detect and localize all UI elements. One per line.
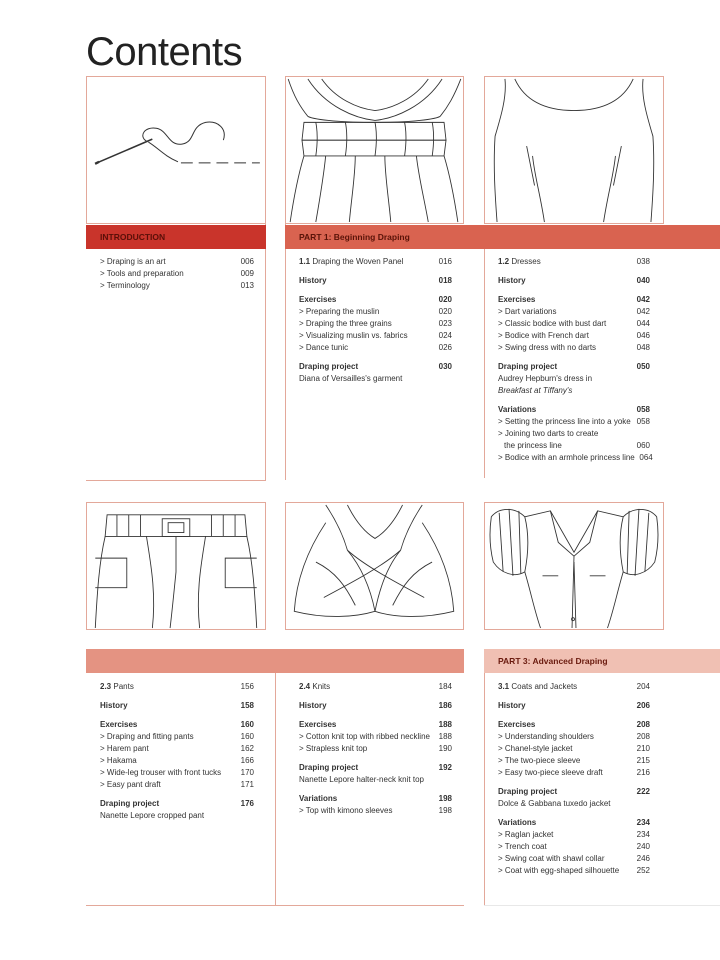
toc-entry[interactable]: > Draping and fitting pants 160 xyxy=(100,732,254,741)
pants-drawing xyxy=(87,503,265,629)
toc-entry[interactable]: Draping project 176 xyxy=(100,799,254,808)
toc-entry[interactable]: History 040 xyxy=(498,276,650,285)
toc-entry[interactable]: Exercises 020 xyxy=(299,295,452,304)
draped-bodice-drawing xyxy=(286,77,463,223)
toc-entry[interactable]: > Understanding shoulders 208 xyxy=(498,732,650,741)
toc-entry[interactable]: History 206 xyxy=(498,701,650,710)
toc-entry[interactable]: > Dance tunic 026 xyxy=(299,343,452,352)
band-part3: PART 3: Advanced Draping xyxy=(484,649,720,673)
toc-entry[interactable]: Exercises 042 xyxy=(498,295,650,304)
illustration-jacket xyxy=(484,502,664,630)
toc-entry[interactable]: > Dart variations 042 xyxy=(498,307,650,316)
project-description: Diana of Versailles's garment xyxy=(299,374,403,383)
row-rule xyxy=(86,480,266,481)
toc-entry[interactable]: the princess line 060 xyxy=(504,441,650,450)
toc-entry[interactable]: > Coat with egg-shaped silhouette 252 xyxy=(498,866,650,875)
toc-entry[interactable]: > Visualizing muslin vs. fabrics 024 xyxy=(299,331,452,340)
toc-entry[interactable]: > Trench coat 240 xyxy=(498,842,650,851)
toc-entry[interactable]: Draping project 222 xyxy=(498,787,650,796)
toc-entry[interactable]: > Swing dress with no darts 048 xyxy=(498,343,650,352)
toc-entry[interactable]: > Bodice with an armhole princess line 064 xyxy=(498,453,653,462)
project-description: Audrey Hepburn's dress in xyxy=(498,374,593,383)
toc-entry[interactable]: 2.3 Pants 156 xyxy=(100,682,254,691)
toc-entry[interactable]: 1.1 Draping the Woven Panel 016 xyxy=(299,257,452,266)
toc-entry[interactable]: > Draping the three grains 023 xyxy=(299,319,452,328)
toc-entry[interactable]: > The two-piece sleeve 215 xyxy=(498,756,650,765)
toc-entry[interactable]: History 158 xyxy=(100,701,254,710)
toc-entry[interactable]: Variations 058 xyxy=(498,405,650,414)
column-rule xyxy=(484,673,485,905)
toc-entry[interactable]: > Chanel-style jacket 210 xyxy=(498,744,650,753)
illustration-halter-top xyxy=(285,502,464,630)
toc-entry[interactable]: > Setting the princess line into a yoke 058 xyxy=(498,417,650,426)
illustration-needle-thread xyxy=(86,76,266,224)
illustration-pants xyxy=(86,502,266,630)
column-rule xyxy=(285,224,286,480)
toc-entry[interactable]: Variations 234 xyxy=(498,818,650,827)
section-2-3 xyxy=(100,681,254,822)
band-introduction: INTRODUCTION xyxy=(86,225,266,249)
sleeveless-bodice-drawing xyxy=(485,77,663,223)
toc-entry[interactable]: Exercises 160 xyxy=(100,720,254,729)
row-rule xyxy=(86,905,464,906)
halter-top-drawing xyxy=(286,503,463,629)
band-part2 xyxy=(86,649,464,673)
toc-entry[interactable]: > Easy two-piece sleeve draft 216 xyxy=(498,768,650,777)
toc-entry[interactable]: Exercises 188 xyxy=(299,720,452,729)
toc-entry[interactable]: > Bodice with French dart 046 xyxy=(498,331,650,340)
toc-entry[interactable]: > Tools and preparation 009 xyxy=(100,269,254,278)
section-3-1 xyxy=(498,681,650,877)
jacket-drawing xyxy=(485,503,663,629)
illustration-sleeveless-bodice xyxy=(484,76,664,224)
toc-entry[interactable]: 2.4 Knits 184 xyxy=(299,682,452,691)
toc-entry[interactable]: Draping project 030 xyxy=(299,362,452,371)
toc-entry[interactable]: Exercises 208 xyxy=(498,720,650,729)
section-2-4 xyxy=(299,681,452,817)
toc-entry[interactable]: Variations 198 xyxy=(299,794,452,803)
toc-entry[interactable]: > Harem pant 162 xyxy=(100,744,254,753)
toc-entry[interactable]: > Wide-leg trouser with front tucks 170 xyxy=(100,768,254,777)
column-rule xyxy=(265,224,266,480)
toc-entry[interactable]: 3.1 Coats and Jackets 204 xyxy=(498,682,650,691)
row-rule xyxy=(484,905,720,906)
toc-entry[interactable]: > Cotton knit top with ribbed neckline 188 xyxy=(299,732,452,741)
toc-entry[interactable]: > Draping is an art 006 xyxy=(100,257,254,266)
toc-entry[interactable]: > Raglan jacket 234 xyxy=(498,830,650,839)
toc-entry[interactable]: > Hakama 166 xyxy=(100,756,254,765)
column-rule xyxy=(484,248,485,478)
toc-entry[interactable]: Draping project 192 xyxy=(299,763,452,772)
project-description: Dolce & Gabbana tuxedo jacket xyxy=(498,799,611,808)
illustration-draped-bodice xyxy=(285,76,464,224)
toc-entry[interactable]: > Strapless knit top 190 xyxy=(299,744,452,753)
section-1-2 xyxy=(498,256,653,464)
column-rule xyxy=(275,673,276,905)
toc-entry[interactable]: > Classic bodice with bust dart 044 xyxy=(498,319,650,328)
toc-entry[interactable]: History 018 xyxy=(299,276,452,285)
intro-list xyxy=(100,256,254,292)
toc-entry[interactable]: > Joining two darts to create xyxy=(498,429,599,438)
section-1-1 xyxy=(299,256,452,385)
band-part1: PART 1: Beginning Draping xyxy=(285,225,720,249)
toc-entry[interactable]: > Preparing the muslin 020 xyxy=(299,307,452,316)
project-description: Nanette Lepore cropped pant xyxy=(100,811,205,820)
project-description: Breakfast at Tiffany's xyxy=(498,386,573,395)
page-title: Contents xyxy=(86,30,243,74)
toc-entry[interactable]: 1.2 Dresses 038 xyxy=(498,257,650,266)
toc-entry[interactable]: > Top with kimono sleeves 198 xyxy=(299,806,452,815)
toc-entry[interactable]: > Easy pant draft 171 xyxy=(100,780,254,789)
needle-thread-drawing xyxy=(87,77,265,223)
toc-entry[interactable]: Draping project 050 xyxy=(498,362,650,371)
toc-entry[interactable]: History 186 xyxy=(299,701,452,710)
project-description: Nanette Lepore halter-neck knit top xyxy=(299,775,424,784)
toc-entry[interactable]: > Terminology 013 xyxy=(100,281,254,290)
toc-entry[interactable]: > Swing coat with shawl collar 246 xyxy=(498,854,650,863)
